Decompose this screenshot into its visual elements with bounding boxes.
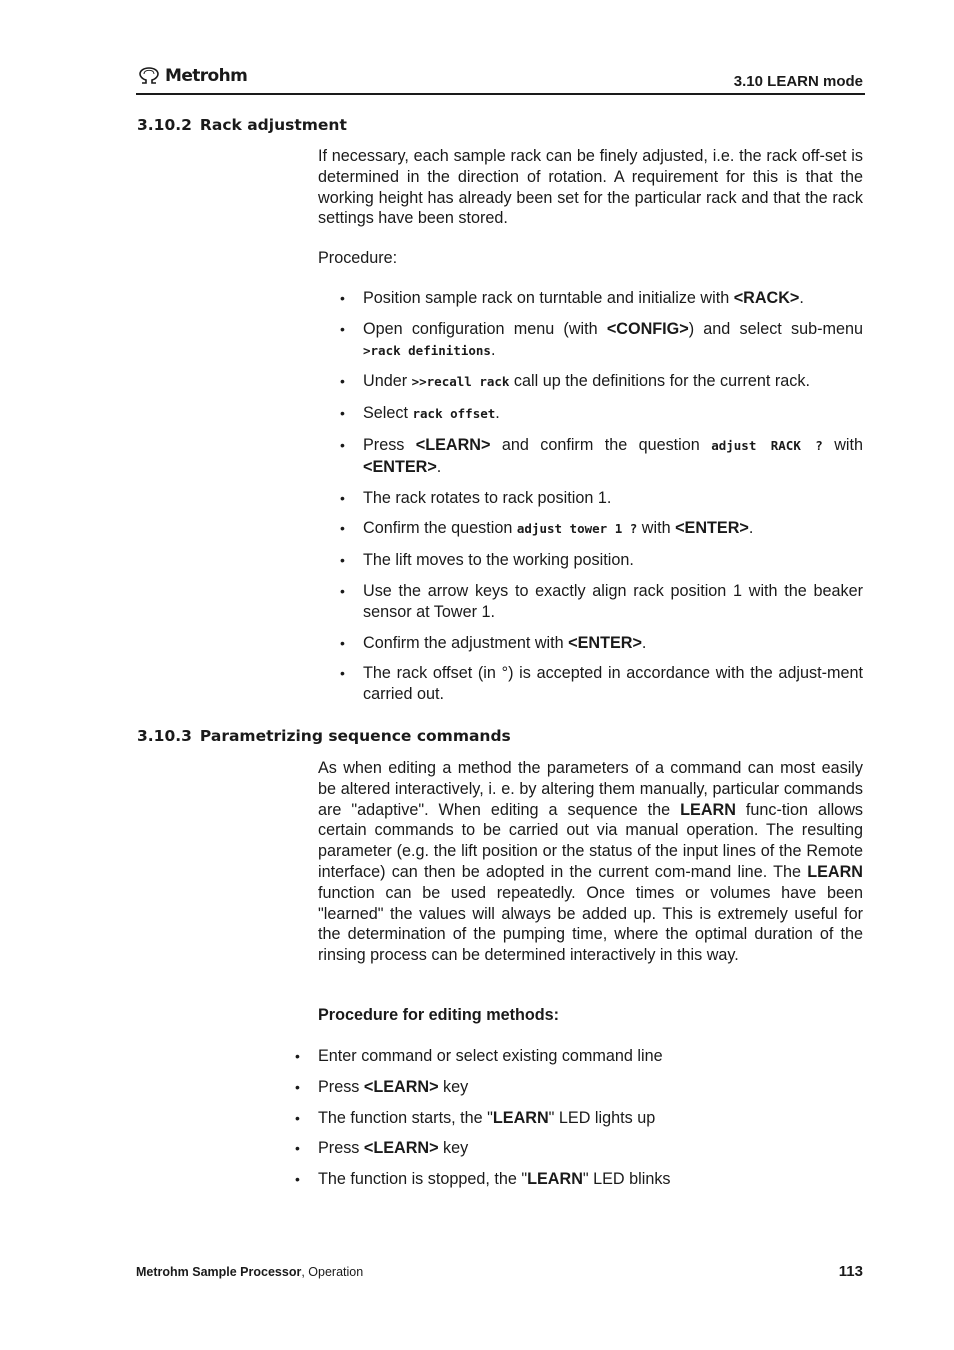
list-item: [273, 1169, 863, 1190]
step-text: .: [436, 457, 442, 476]
step-text: with: [637, 519, 676, 538]
step-text: key: [438, 1139, 469, 1158]
running-header: 3.10 LEARN mode: [733, 73, 863, 90]
section-heading-parametrizing: [137, 727, 511, 745]
section-number: 3.10.2: [137, 116, 192, 134]
key-label: <LEARN>: [415, 435, 491, 454]
step-text: .: [490, 340, 496, 359]
display-text: adjust tower 1 ?: [516, 521, 638, 537]
key-label: LEARN: [492, 1108, 549, 1127]
display-text: adjust RACK ?: [711, 437, 823, 453]
step-text: Enter command or select existing command line: [318, 1047, 663, 1065]
step-text: .: [799, 289, 804, 307]
key-label: <LEARN>: [363, 1139, 439, 1158]
header-rule: [136, 93, 865, 95]
brand-name: Metrohm: [165, 66, 248, 86]
step-text: Position sample rack on turntable and initialize with: [363, 289, 734, 307]
key-label: <LEARN>: [363, 1077, 439, 1096]
list-item: [318, 581, 863, 623]
step-text: and confirm the question: [490, 435, 712, 454]
step-text: Open configuration menu (with: [363, 319, 607, 338]
step-text: Press: [363, 435, 416, 454]
key-label: <ENTER>: [675, 519, 749, 538]
list-item: [273, 1046, 863, 1067]
paragraph-text: func-tion allows certain commands to be carried out via manual operation. The resulting parameter (e.g. the lift position or the status of the input lines of the Remote interface) can then be adopted in the current com-mand line. The: [318, 800, 863, 881]
step-text: .: [641, 633, 647, 652]
step-text: Select: [363, 404, 413, 423]
list-item: [318, 663, 863, 705]
step-text: The lift moves to the working position.: [363, 551, 634, 570]
procedure-heading: Procedure for editing methods:: [318, 1006, 560, 1024]
step-text: .: [495, 404, 500, 423]
list-item: [318, 319, 863, 362]
list-item: [273, 1108, 863, 1129]
step-text: ) and select sub-menu: [688, 319, 863, 338]
display-text: >rack definitions: [363, 342, 491, 358]
list-item: [318, 488, 863, 509]
list-item: [318, 371, 863, 393]
display-text: rack offset: [412, 406, 496, 422]
section-title: Parametrizing sequence commands: [199, 727, 511, 745]
step-text: Under: [363, 372, 412, 391]
learn-term: LEARN: [807, 862, 863, 881]
step-text: with: [822, 435, 863, 454]
brand-logo: [137, 66, 247, 86]
rack-adjustment-intro: If necessary, each sample rack can be finely adjusted, i.e. the rack off-set is determined in the direction of rotation. A requirement for this is that the working height has already been set for the particular rack and that the rack settings have been stored.: [318, 147, 863, 228]
footer-title: [136, 1265, 363, 1279]
section-heading-rack-adjustment: [137, 116, 347, 134]
step-text: The rack offset (in °) is accepted in accordance with the adjust-ment carried out.: [363, 664, 863, 704]
list-item: [318, 518, 863, 540]
step-text: key: [438, 1077, 469, 1096]
footer-product: Metrohm Sample Processor: [136, 1265, 302, 1279]
section-title: Rack adjustment: [199, 116, 347, 134]
paragraph-text: As when editing a method the parameters of a command can most easily be altered interactively, i. e. by altering them manually, particular commands are "adaptive". When editing a sequence the: [318, 759, 863, 819]
editing-steps: [273, 1046, 863, 1190]
list-item: [318, 633, 863, 654]
step-text: Confirm the adjustment with: [363, 633, 569, 652]
paragraph-text: function can be used repeatedly. Once times or volumes have been "learned" the values will always be added up. This is extremely useful for the determination of the pumping time, where the optimal duration of the rinsing process can be determined interactively in this way.: [318, 883, 863, 965]
key-label: <ENTER>: [568, 633, 642, 652]
step-text: The function is stopped, the ": [318, 1170, 528, 1189]
procedure-label: Procedure:: [318, 249, 398, 267]
list-item: [318, 435, 863, 478]
step-text: Use the arrow keys to exactly align rack position 1 with the beaker sensor at Tower 1.: [363, 581, 863, 621]
page-number: 113: [838, 1263, 863, 1280]
list-item: [273, 1138, 863, 1159]
step-text: The rack rotates to rack position 1.: [363, 488, 612, 507]
key-label: LEARN: [527, 1170, 583, 1189]
rack-adjustment-steps: [318, 288, 863, 705]
section-number: 3.10.3: [137, 727, 192, 745]
list-item: [318, 550, 863, 571]
step-text: .: [748, 519, 754, 538]
step-text: Press: [318, 1139, 364, 1158]
step-text: " LED lights up: [548, 1108, 656, 1127]
step-text: Confirm the question: [363, 519, 517, 538]
key-label: <RACK>: [733, 289, 800, 307]
parametrizing-paragraph: [318, 758, 863, 966]
learn-term: LEARN: [680, 800, 736, 819]
list-item: [318, 403, 863, 425]
list-item: [273, 1077, 863, 1098]
footer-suffix: , Operation: [301, 1265, 364, 1279]
step-text: " LED blinks: [582, 1170, 671, 1189]
key-label: <ENTER>: [363, 457, 437, 476]
display-text: >>recall rack: [411, 374, 510, 390]
key-label: <CONFIG>: [606, 319, 689, 338]
step-text: Press: [318, 1077, 364, 1096]
omega-icon: [137, 67, 161, 85]
step-text: call up the definitions for the current rack.: [509, 372, 810, 391]
step-text: The function starts, the ": [318, 1108, 493, 1127]
list-item: [318, 288, 863, 309]
